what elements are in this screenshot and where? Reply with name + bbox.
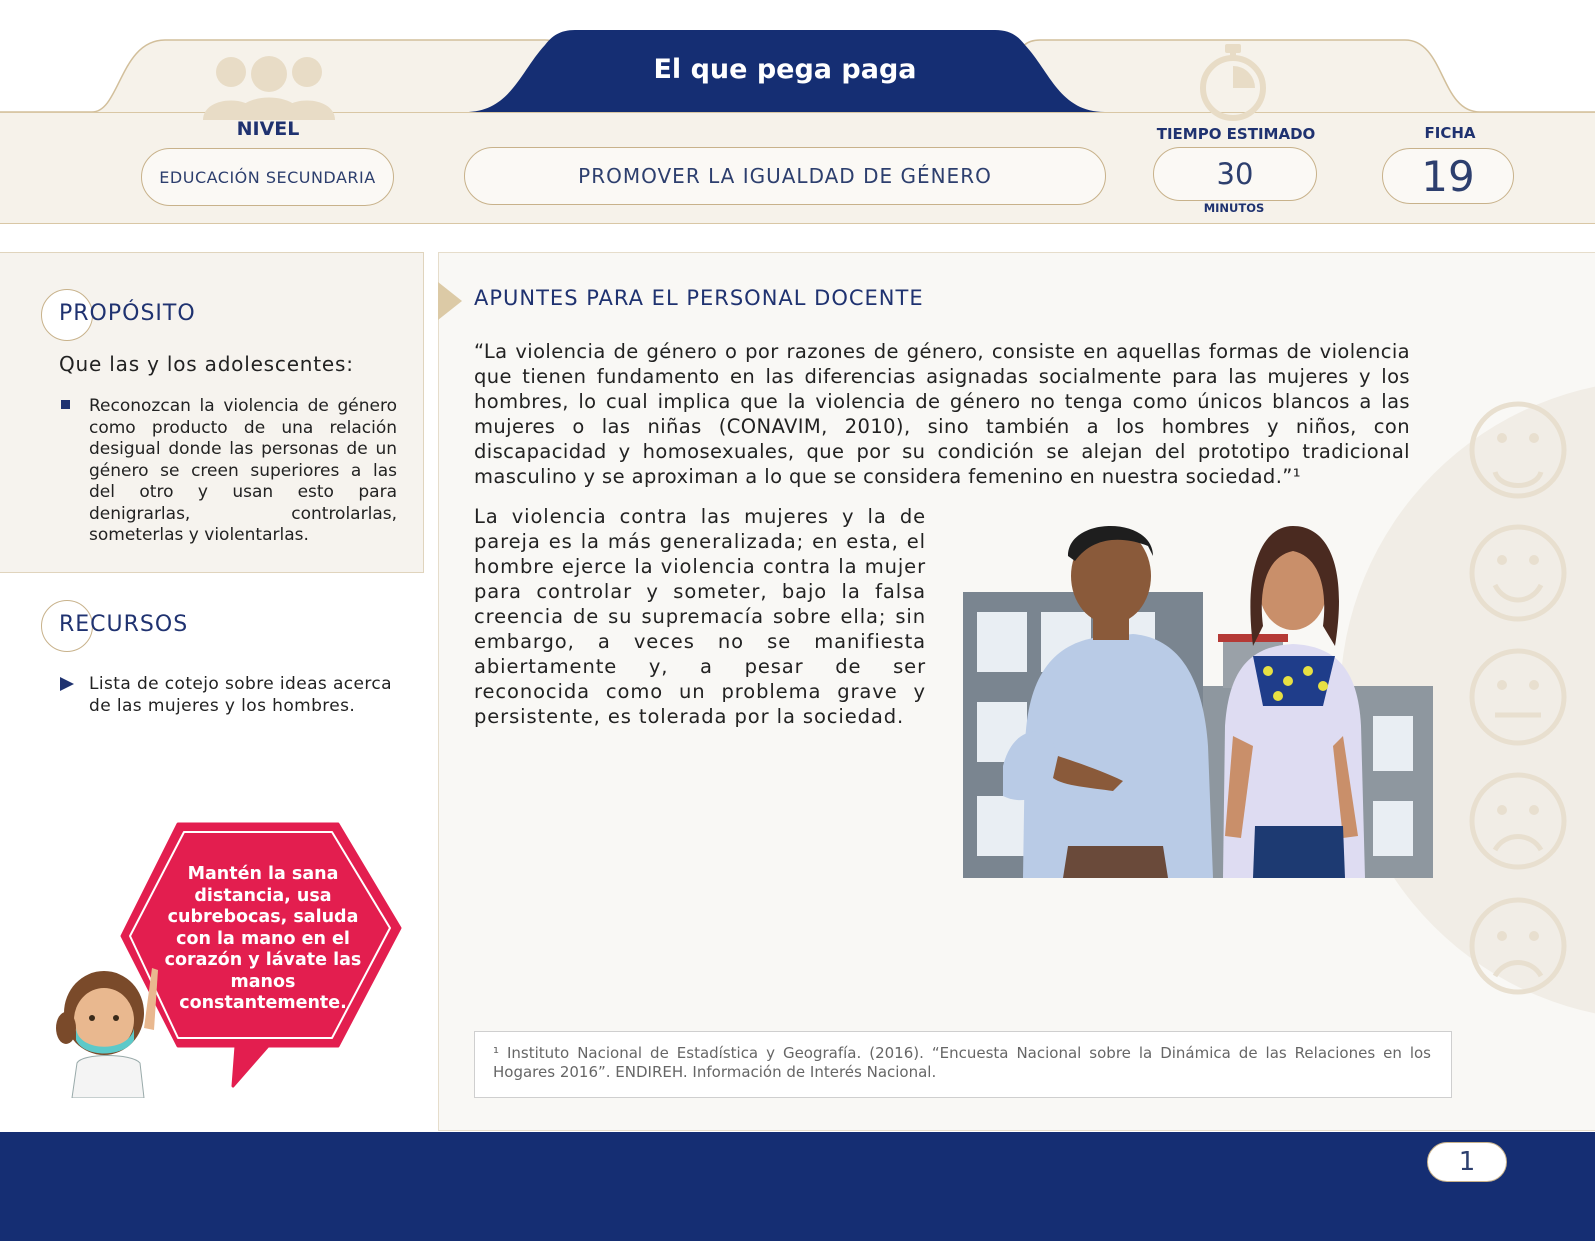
ficha-pill — [1382, 148, 1514, 204]
quote-paragraph: “La violencia de género o por razones de género, consiste en aquellas formas de violencia que tienen fundamento en las diferencias asignadas socialmente para las mujeres y los hombres, lo cual implica que la violencia de género no tenga como únicos blancos a las mujeres o las niñas (CONAVIM, 2010), sino también a los hombres y niños, con discapacidad y homosexuales, que por su condición se alejan del prototipo tradicional masculino y se aproximan a lo que se considera femenino en nuestra sociedad.”¹ — [474, 340, 1410, 488]
title-marker — [438, 282, 462, 320]
girl-illustration — [52, 958, 172, 1098]
tiempo-label: TIEMPO ESTIMADO — [1156, 125, 1316, 143]
topic-pill — [464, 147, 1106, 205]
tiempo-value: 30 — [1216, 157, 1254, 191]
ficha-label: FICHA — [1424, 124, 1476, 142]
page-number-text: 1 — [1458, 1147, 1476, 1177]
bubble-text: Mantén la sana distancia, usa cubrebocas, saluda con la mano en el corazón y lávate las manos constantemente. — [164, 864, 362, 1013]
proposito-intro: Que las y los adolescentes: — [59, 352, 354, 376]
tiempo-unit: MINUTOS — [1203, 201, 1265, 215]
proposito-title: PROPÓSITO — [59, 301, 196, 326]
page-number — [1427, 1142, 1507, 1182]
triangle-bullet-icon — [60, 677, 74, 691]
topic-text: PROMOVER LA IGUALDAD DE GÉNERO — [578, 164, 992, 188]
nivel-value-text: EDUCACIÓN SECUNDARIA — [159, 167, 376, 187]
tiempo-pill — [1153, 147, 1317, 201]
footer-band — [0, 1132, 1595, 1241]
body-paragraph: La violencia contra las mujeres y la de pareja es la más generalizada; en esta, el hombre ejerce la violencia contra la mujer para controlar y someter, bajo la falsa creencia de su supremacía sobre ella; sin embargo, a veces no se manifiesta abiertamente y, a pesar de ser reconocida como un problema grave y persistente, es tolerada por la sociedad. — [474, 505, 926, 728]
apuntes-title: APUNTES PARA EL PERSONAL DOCENTE — [474, 286, 924, 310]
stopwatch-icon — [1195, 42, 1271, 124]
ficha-value: 19 — [1421, 151, 1475, 201]
page-title: El que pega paga — [653, 54, 917, 85]
footnote-text: ¹ Instituto Nacional de Estadística y Geografía. (2016). “Encuesta Nacional sobre la Dinámica de las Relaciones en los Hogares 2016”. ENDIREH. Información de Interés Nacional. — [493, 1044, 1431, 1081]
nivel-label: NIVEL — [236, 118, 300, 140]
group-people-icon — [203, 52, 335, 120]
proposito-bullet: Reconozcan la violencia de género como producto de una relación desigual donde las personas de un género se creen superiores a las del otro y usan esto para denigrarlas, controlarlas, someterlas y violentarlas. — [89, 396, 397, 545]
recursos-bullet: Lista de cotejo sobre ideas acerca de las mujeres y los hombres. — [89, 674, 392, 716]
recursos-title: RECURSOS — [59, 612, 189, 637]
nivel-value — [141, 148, 394, 206]
square-bullet-icon — [61, 400, 70, 409]
couple-illustration — [963, 506, 1433, 878]
